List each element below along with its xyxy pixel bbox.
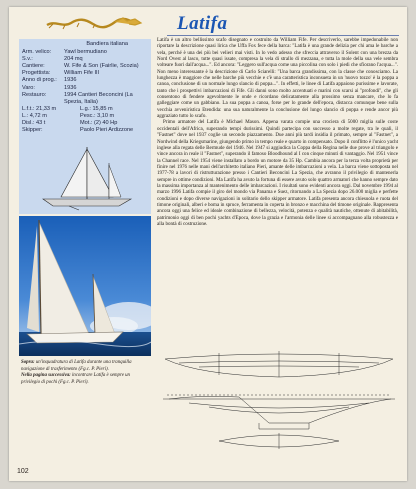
caption-text-above: un'inquadratura di Latifa durante una tranquilla navigazione di trasferimento (Fg.c. P. Pieri). [21, 360, 132, 372]
spec-row [22, 92, 148, 106]
title-rule [167, 35, 399, 36]
paragraph-2: Primo armatore del Latifa è Michael Mason. Appena varata compie una crociera di 5000 miglia sulle coste occidentali dell'Africa, superando tempi durissimi. Quindi partecipa con successo a molte regate, tra le quali, il "Fastnet" dove nel 1937 coglie un secondo piazzamento. Due anni più tardi insidia il primato, sempre al "Fastnet", a Nordwind della Kriegsmarine, giungendo primo in tempo reale e quarto in compensato. Dopo il conflitto è l'unico yacht inglese alla regata delle Bermude del 1946. Nel 1947 si aggiudica la Coppa della Regina nelle due prove al triangolo e vince ancora in reale il "Fastnet", superando il famoso Bloodhound al I con cinque minuti di vantaggio. Nel 1951 vince la Channel race. Nel 1954 viene installato a bordo un motore da 35 Hp. Cambia ancora per la terza volta proprietà per finire nel 1976 nelle mani dell'architetto italiano Pieri, amante delle imbarcazioni a vela. La barca viene sottoposta nel 1977-78 a lavori di ristrutturazione presso i Cantieri Beconcini La Spezia, che avranno il privilegio di mantenerla sempre in ottime condizioni. Ma Latifa ha avuto la fortuna di essere avuto solo quattro armatori che hanno sempre dato la massima importanza al mantenimento delle imbarcazioni. I risultati sono evidenti ancora oggi. Dal novembre 1994 al marzo 1996 Latifa compie il giro del mondo via Panama e Suez, ritornando a La Spezia dopo 26.000 miglia e perfette condizioni e dopo diverse navigazioni in solitario dello skipper armatore. Latifa presenta ancora chiesuola e ruota del timone originali, alberi e boma in spruce, ferramenta in coperta in bronzo e macchina del timone originale. Rappresenta ancora oggi una felice ed ideale combinazione di bellezza, velocità, potenza e qualità nautiche, ottenute di abitabilità, patrimonio oggi di ben pochi yachts d'Epoca, dove la grazia e l'armonia delle linee si accompagnano alla robustezza e alla bontà di costruzione. [157, 120, 398, 227]
spec-list [22, 49, 148, 134]
spec-label: Anno di prog.: [22, 77, 57, 84]
spec-value: W. Fife & Son (Fairlie, Scozia) [64, 63, 139, 70]
spec-row [22, 120, 148, 127]
spec-label: Disl.: 43 t [22, 120, 46, 127]
spec-label: Varo: [22, 84, 35, 91]
page-number: 102 [17, 468, 29, 475]
spec-row [22, 85, 148, 92]
spec-label: S.v.: [22, 56, 33, 63]
magazine-page [9, 7, 407, 481]
spec-value: Mot.: (2) 40 Hp [80, 120, 118, 127]
spec-label: Progettista: [22, 70, 51, 77]
spec-value: L.g.: 15,85 m [80, 105, 113, 112]
page-header [17, 13, 399, 35]
spec-row [22, 113, 148, 120]
article-body [157, 38, 398, 228]
spec-label: L.f.t.: 21,33 m [22, 105, 57, 112]
flag-label: Bandiera italiana [86, 41, 128, 47]
spec-row [22, 77, 148, 84]
spec-row [22, 127, 148, 134]
spec-row [22, 63, 148, 70]
spec-row [22, 106, 148, 113]
photo-caption [21, 360, 149, 386]
hull-lines-drawing [159, 337, 399, 457]
spec-row [22, 56, 148, 63]
spec-value: 204 mq [64, 56, 83, 63]
spec-row [22, 49, 148, 56]
yacht-photo [19, 216, 151, 356]
spec-label: Restauro: [22, 91, 47, 98]
spec-value: 1936 [64, 77, 77, 84]
spec-value: Yawl bermudiano [64, 49, 107, 56]
sail-plan-drawing [39, 145, 135, 211]
spec-value: Pesc.: 3,10 m [80, 112, 115, 119]
spec-label: Arm. velico: [22, 49, 52, 56]
spec-label: Skipper: [22, 127, 43, 134]
page-title: Latifa [177, 13, 228, 34]
paragraph-1: Latifa è un altro bellissimo scafo disegnato e costruito da William Fife. Per descriverlo, sarebbe impedonabile non riportare la descrizione quasi lirica che Uffa Fox fece della barca: "Latifa è una grande delizia per chi ama le barche a vela, perché è una dei più bei velieri mai visti. In lo vedo adesso che sfreccia attraverso il Solent con una brezza da Nord Ovest al lasco, tutte quasi issate, compresa la vela di strallo di mezzana, e tutta la mole della sua vele sembra volteare fuori dall'acqua...". Ed ancora: "Leggero sull'acqua come una piccolina con solo i piedi che sfiorano l'acqua...". Non meno interessante è la descrizione di Carlo Sciarelli: "Una barca grandissima, con la classe che conosciamo. La lunghezza è maggiore che nelle barche più vecchie e c'è una caratteristica inconsueta in un 'nuovo tozzo' è la poppa a canoa, conclusione di un normale lungo slancio di poppa...". In effetti, le linee di Latifa appaiono purissime e lavorate, tanto che i prospettivi imbarcazioni di Fife. Gli danni sono molto accentuati e marini con scarsi ai "profondi", che gli consentono di fendere agevolmente le onde e ricordano delicatamente alla prossimo senza mancare, che lo fa galleggiare come un gabbiano. La sua poppa a canoa, forse per lo grande dell'epoca, distacca comunque bene sulla vecchia avveniristica Etendida: una sua naturalmente la conclusione del lungo slancio di poppa e rende ancor più aggraziato tutto lo scafo. [157, 38, 398, 120]
specs-box [19, 39, 151, 214]
spec-row [22, 70, 148, 77]
spec-label: Cantiere: [22, 63, 45, 70]
caption-label-next: Nella pagina successiva: [21, 373, 71, 379]
dragon-ornament-icon [45, 16, 145, 30]
spec-value: 1994 Cantieri Beconcini (La Spezia, Italia) [64, 91, 133, 105]
caption-text-next: incontrare Latifa è sempre un privilegio di pochi (Fg.c. P. Pieri). [21, 373, 130, 385]
spec-label: L.: 4,72 m [22, 112, 47, 119]
spec-value: William Fife III [64, 70, 100, 77]
spec-value: Paolo Pieri Ardizzone [80, 127, 134, 134]
spec-value: 1936 [64, 84, 77, 91]
caption-label-above: Sopra: [21, 360, 35, 365]
